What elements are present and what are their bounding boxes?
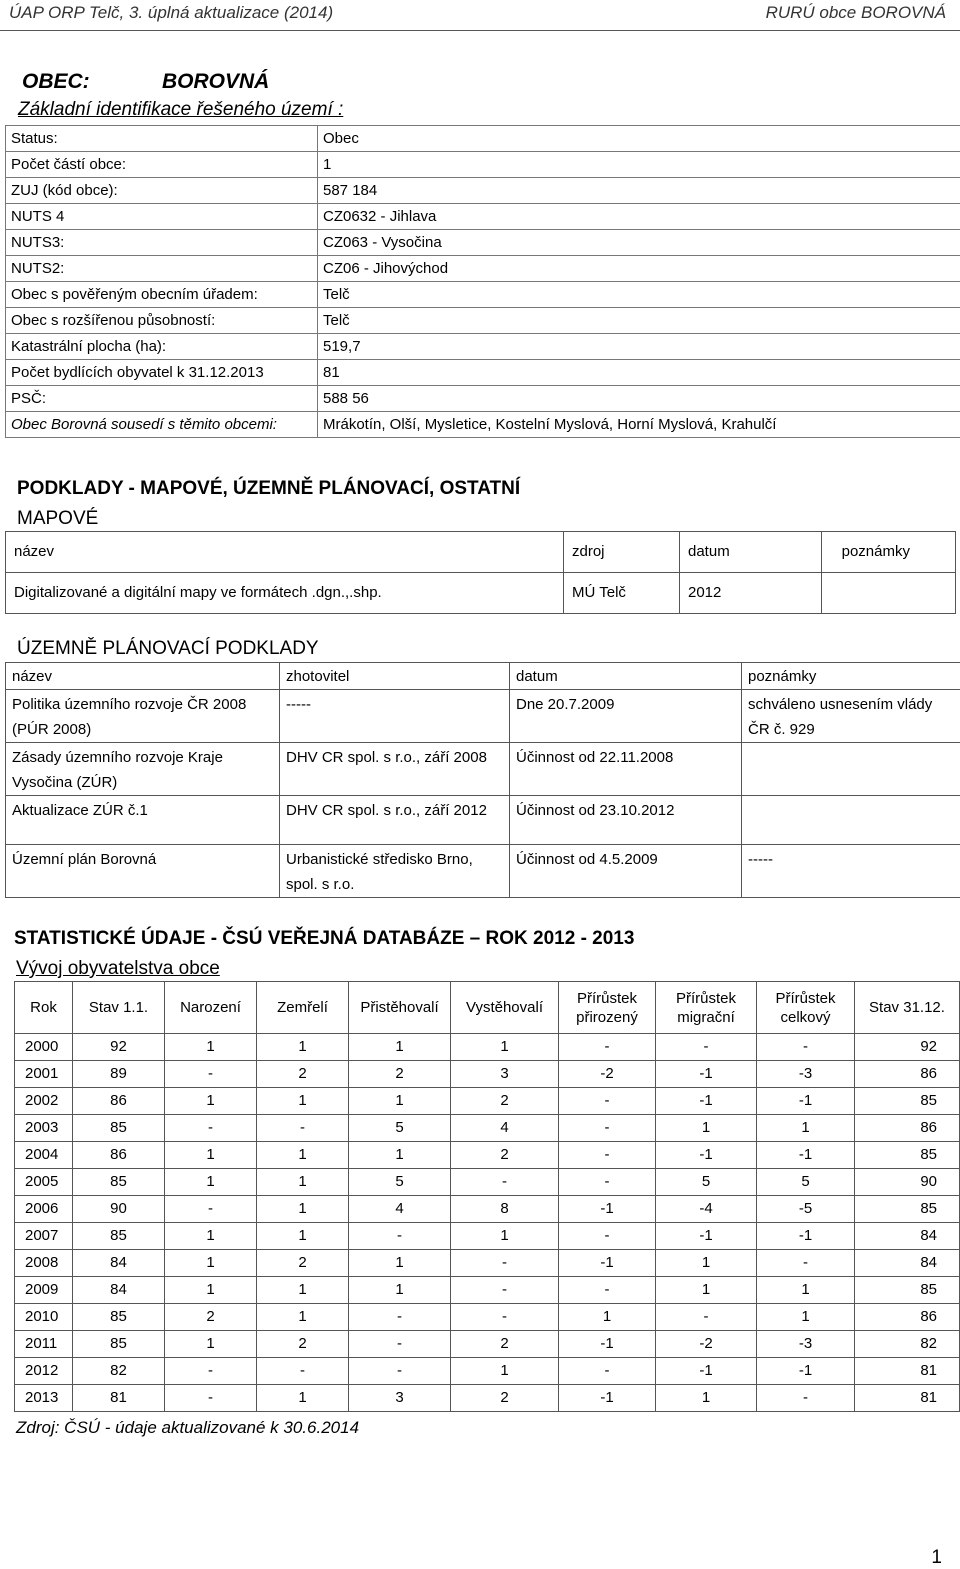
stat-cell: 1 [165,1250,257,1277]
stat-cell: -3 [757,1331,855,1358]
stat-cell: 2 [451,1331,559,1358]
stat-cell: 81 [855,1358,960,1385]
stat-cell: 4 [349,1196,451,1223]
stat-cell: 1 [349,1088,451,1115]
stat-cell: - [656,1304,757,1331]
ident-label: NUTS3: [6,230,318,256]
ident-label: Obec s pověřeným obecním úřadem: [6,282,318,308]
stat-cell: 1 [656,1115,757,1142]
map-cell: Digitalizované a digitální mapy ve formátech .dgn.,.shp. [6,573,564,614]
stat-cell: 3 [451,1061,559,1088]
header-document-title: ÚAP ORP Telč, 3. úplná aktualizace (2014) [9,3,333,23]
ident-value: CZ0632 - Jihlava [318,204,960,230]
stat-cell: -3 [757,1061,855,1088]
header-divider [0,30,960,31]
stat-cell: 1 [257,1142,349,1169]
stat-cell: 2009 [15,1277,73,1304]
stat-cell: - [165,1115,257,1142]
upp-cell: Dne 20.7.2009 [510,690,742,743]
stat-cell: 1 [165,1331,257,1358]
stat-cell: 85 [73,1115,165,1142]
stat-cell: - [349,1223,451,1250]
stat-cell: 1 [656,1385,757,1412]
stat-cell: 1 [257,1034,349,1061]
stat-cell: 85 [855,1142,960,1169]
stat-cell: 86 [73,1088,165,1115]
stat-row [15,1277,960,1304]
stat-cell: 2 [451,1088,559,1115]
ident-row [6,152,960,178]
stat-cell: - [757,1034,855,1061]
stat-header-cell: Přírůstek migrační [656,982,757,1034]
stat-cell: 2007 [15,1223,73,1250]
stat-cell: 86 [73,1142,165,1169]
stat-cell: 2 [257,1250,349,1277]
stat-cell: -4 [656,1196,757,1223]
stat-cell: - [559,1115,656,1142]
stat-cell: 90 [855,1169,960,1196]
stat-cell: 2005 [15,1169,73,1196]
stat-title: STATISTICKÉ ÚDAJE - ČSÚ VEŘEJNÁ DATABÁZE – ROK 2012 - 2013 [14,928,634,950]
stat-cell: 2003 [15,1115,73,1142]
stat-cell: - [656,1034,757,1061]
stat-cell: 2 [165,1304,257,1331]
stat-cell: 1 [165,1223,257,1250]
stat-cell: 81 [73,1385,165,1412]
stat-cell: -1 [656,1358,757,1385]
ident-label: Počet částí obce: [6,152,318,178]
upp-cell: Politika územního rozvoje ČR 2008 (PÚR 2008) [6,690,280,743]
upp-cell: Účinnost od 22.11.2008 [510,743,742,796]
ident-value: Mrákotín, Olší, Mysletice, Kostelní Myslová, Horní Myslová, Krahulčí [318,412,960,438]
stat-cell: - [451,1250,559,1277]
stat-row [15,1061,960,1088]
stat-row [15,1385,960,1412]
stat-cell: -1 [559,1196,656,1223]
ident-row [6,256,960,282]
stat-cell: - [349,1331,451,1358]
stat-cell: - [165,1061,257,1088]
stat-cell: 81 [855,1385,960,1412]
stat-cell: 84 [73,1250,165,1277]
stat-cell: -1 [656,1061,757,1088]
ident-row [6,412,960,438]
stat-cell: 2008 [15,1250,73,1277]
ident-row [6,178,960,204]
stat-cell: - [559,1169,656,1196]
ident-label: Status: [6,126,318,152]
stat-cell: - [165,1196,257,1223]
stat-cell: 2010 [15,1304,73,1331]
stat-header-cell: Přírůstek přirozený [559,982,656,1034]
ident-row [6,386,960,412]
stat-cell: 84 [855,1223,960,1250]
stat-cell: 2 [257,1331,349,1358]
map-header-cell: poznámky [822,532,956,573]
stat-cell: 92 [73,1034,165,1061]
obec-heading [22,70,90,94]
stat-cell: 1 [257,1277,349,1304]
stat-cell: - [257,1115,349,1142]
map-header-cell: zdroj [564,532,680,573]
upp-header-cell: zhotovitel [280,663,510,690]
map-cell [822,573,956,614]
stat-cell: 1 [257,1385,349,1412]
upp-cell: Účinnost od 23.10.2012 [510,796,742,845]
map-cell: 2012 [680,573,822,614]
stat-cell: 85 [855,1277,960,1304]
stat-cell: 2002 [15,1088,73,1115]
ident-label: Obec Borovná sousedí s těmito obcemi: [6,412,318,438]
upp-cell: Urbanistické středisko Brno, spol. s r.o. [280,845,510,898]
stat-cell: 1 [165,1034,257,1061]
stat-cell: 89 [73,1061,165,1088]
stat-cell: -1 [757,1223,855,1250]
map-header-cell: datum [680,532,822,573]
stat-cell: 1 [349,1277,451,1304]
map-header-row [6,532,956,573]
mapove-title: MAPOVÉ [17,508,98,530]
map-sources-table [5,531,956,614]
stat-header-cell: Narození [165,982,257,1034]
upp-header-row [6,663,960,690]
stat-row [15,1196,960,1223]
stat-cell: -1 [559,1331,656,1358]
upp-cell: ----- [280,690,510,743]
obec-label: OBEC: [22,70,90,93]
stat-cell: 85 [855,1196,960,1223]
stat-row [15,1304,960,1331]
stat-cell: -1 [757,1088,855,1115]
stat-cell: - [451,1169,559,1196]
stat-header-cell: Rok [15,982,73,1034]
upp-cell: DHV CR spol. s r.o., září 2008 [280,743,510,796]
stat-cell: 2000 [15,1034,73,1061]
ident-row [6,204,960,230]
stat-cell: 1 [165,1277,257,1304]
ident-value: Telč [318,282,960,308]
stat-row [15,1223,960,1250]
stat-header-cell: Vystěhovalí [451,982,559,1034]
stat-cell: -1 [656,1088,757,1115]
stat-cell: 1 [257,1169,349,1196]
stat-cell: -2 [656,1331,757,1358]
stat-cell: 86 [855,1061,960,1088]
ident-value: Obec [318,126,960,152]
stat-cell: 1 [757,1277,855,1304]
stat-cell: 1 [165,1142,257,1169]
podklady-title: PODKLADY - MAPOVÉ, ÚZEMNĚ PLÁNOVACÍ, OSTATNÍ [17,478,520,500]
stat-cell: - [451,1277,559,1304]
stat-subtitle: Vývoj obyvatelstva obce [16,958,220,980]
stat-cell: 5 [349,1115,451,1142]
stat-cell: 5 [656,1169,757,1196]
stat-cell: 1 [257,1088,349,1115]
stat-cell: -5 [757,1196,855,1223]
stat-cell: - [559,1277,656,1304]
stat-cell: -1 [656,1142,757,1169]
obec-name: BOROVNÁ [162,70,269,94]
stat-cell: -1 [757,1358,855,1385]
stat-cell: 1 [451,1034,559,1061]
ident-label: PSČ: [6,386,318,412]
stat-header-cell: Stav 1.1. [73,982,165,1034]
stat-cell: 1 [349,1034,451,1061]
stat-cell: 85 [73,1169,165,1196]
upp-cell [742,743,960,796]
stat-cell: -1 [757,1142,855,1169]
planning-documents-table [5,662,960,898]
stat-header-cell: Zemřelí [257,982,349,1034]
upp-cell: ----- [742,845,960,898]
stat-cell: - [165,1358,257,1385]
ident-value: CZ063 - Vysočina [318,230,960,256]
map-cell: MÚ Telč [564,573,680,614]
ident-value: Telč [318,308,960,334]
stat-header-cell: Přistěhovalí [349,982,451,1034]
ident-value: 81 [318,360,960,386]
stat-cell: - [559,1142,656,1169]
ident-label: Obec s rozšířenou působností: [6,308,318,334]
ident-value: 1 [318,152,960,178]
stat-row [15,1358,960,1385]
upp-cell: Územní plán Borovná [6,845,280,898]
upp-cell [742,796,960,845]
stat-cell: 85 [73,1304,165,1331]
stat-cell: 2001 [15,1061,73,1088]
upp-cell: schváleno usnesením vlády ČR č. 929 [742,690,960,743]
upp-cell: Aktualizace ZÚR č.1 [6,796,280,845]
population-table [14,981,960,1412]
ident-value: 588 56 [318,386,960,412]
stat-row [15,1088,960,1115]
stat-cell: 1 [757,1115,855,1142]
stat-cell: 90 [73,1196,165,1223]
identification-subtitle: Základní identifikace řešeného území : [18,99,343,121]
stat-cell: -1 [656,1223,757,1250]
upp-header-cell: název [6,663,280,690]
stat-cell: 2 [257,1061,349,1088]
upp-cell: Účinnost od 4.5.2009 [510,845,742,898]
stat-cell: - [559,1358,656,1385]
ident-row [6,230,960,256]
stat-cell: 2004 [15,1142,73,1169]
stat-cell: 4 [451,1115,559,1142]
map-header-cell: název [6,532,564,573]
stat-cell: 1 [349,1250,451,1277]
stat-cell: 85 [855,1088,960,1115]
ident-row [6,282,960,308]
ident-row [6,308,960,334]
stat-cell: - [559,1034,656,1061]
upp-row [6,690,960,743]
stat-cell: 1 [757,1304,855,1331]
stat-cell: - [451,1304,559,1331]
map-row [6,573,956,614]
stat-cell: 86 [855,1115,960,1142]
upp-row [6,796,960,845]
upp-cell: DHV CR spol. s r.o., září 2012 [280,796,510,845]
stat-header-cell: Přírůstek celkový [757,982,855,1034]
stat-cell: 1 [165,1169,257,1196]
stat-cell: - [257,1358,349,1385]
stat-cell: 1 [451,1223,559,1250]
stat-cell: - [349,1358,451,1385]
stat-cell: - [559,1088,656,1115]
stat-cell: 2011 [15,1331,73,1358]
stat-cell: 2012 [15,1358,73,1385]
page-number: 1 [931,1547,942,1569]
stat-cell: 2 [451,1142,559,1169]
stat-cell: - [349,1304,451,1331]
stat-cell: - [165,1385,257,1412]
header-municipality: RURÚ obce BOROVNÁ [766,3,946,23]
stat-cell: 2013 [15,1385,73,1412]
stat-cell: - [757,1385,855,1412]
stat-cell: 84 [855,1250,960,1277]
stat-cell: 84 [73,1277,165,1304]
data-source-note: Zdroj: ČSÚ - údaje aktualizované k 30.6.2014 [16,1418,359,1438]
stat-row [15,1169,960,1196]
ident-value: 587 184 [318,178,960,204]
ident-label: NUTS2: [6,256,318,282]
stat-row [15,1142,960,1169]
stat-cell: 1 [656,1250,757,1277]
ident-row [6,334,960,360]
stat-cell: 2 [349,1061,451,1088]
stat-cell: -1 [559,1250,656,1277]
upp-header-cell: datum [510,663,742,690]
stat-cell: 85 [73,1331,165,1358]
stat-cell: 1 [257,1196,349,1223]
stat-row [15,1331,960,1358]
stat-cell: 82 [73,1358,165,1385]
stat-cell: 85 [73,1223,165,1250]
stat-cell: -2 [559,1061,656,1088]
upp-cell: Zásady územního rozvoje Kraje Vysočina (ZÚR) [6,743,280,796]
ident-value: CZ06 - Jihovýchod [318,256,960,282]
stat-cell: 1 [559,1304,656,1331]
stat-cell: 8 [451,1196,559,1223]
stat-cell: 5 [349,1169,451,1196]
upp-title: ÚZEMNĚ PLÁNOVACÍ PODKLADY [17,638,319,660]
ident-row [6,360,960,386]
ident-value: 519,7 [318,334,960,360]
stat-cell: 1 [349,1142,451,1169]
upp-header-cell: poznámky [742,663,960,690]
ident-label: Počet bydlících obyvatel k 31.12.2013 [6,360,318,386]
ident-label: Katastrální plocha (ha): [6,334,318,360]
stat-cell: 3 [349,1385,451,1412]
stat-cell: 5 [757,1169,855,1196]
stat-cell: 2 [451,1385,559,1412]
stat-row [15,1250,960,1277]
stat-cell: 92 [855,1034,960,1061]
stat-header-row [15,982,960,1034]
stat-header-cell: Stav 31.12. [855,982,960,1034]
stat-cell: - [757,1250,855,1277]
identification-table [5,125,960,438]
stat-row [15,1034,960,1061]
stat-row [15,1115,960,1142]
stat-cell: -1 [559,1385,656,1412]
stat-cell: 1 [257,1304,349,1331]
stat-cell: 1 [165,1088,257,1115]
stat-cell: 86 [855,1304,960,1331]
ident-row [6,126,960,152]
stat-cell: 1 [451,1358,559,1385]
stat-cell: - [559,1223,656,1250]
ident-label: ZUJ (kód obce): [6,178,318,204]
upp-row [6,845,960,898]
stat-cell: 1 [257,1223,349,1250]
stat-cell: 1 [656,1277,757,1304]
ident-label: NUTS 4 [6,204,318,230]
stat-cell: 2006 [15,1196,73,1223]
stat-cell: 82 [855,1331,960,1358]
upp-row [6,743,960,796]
